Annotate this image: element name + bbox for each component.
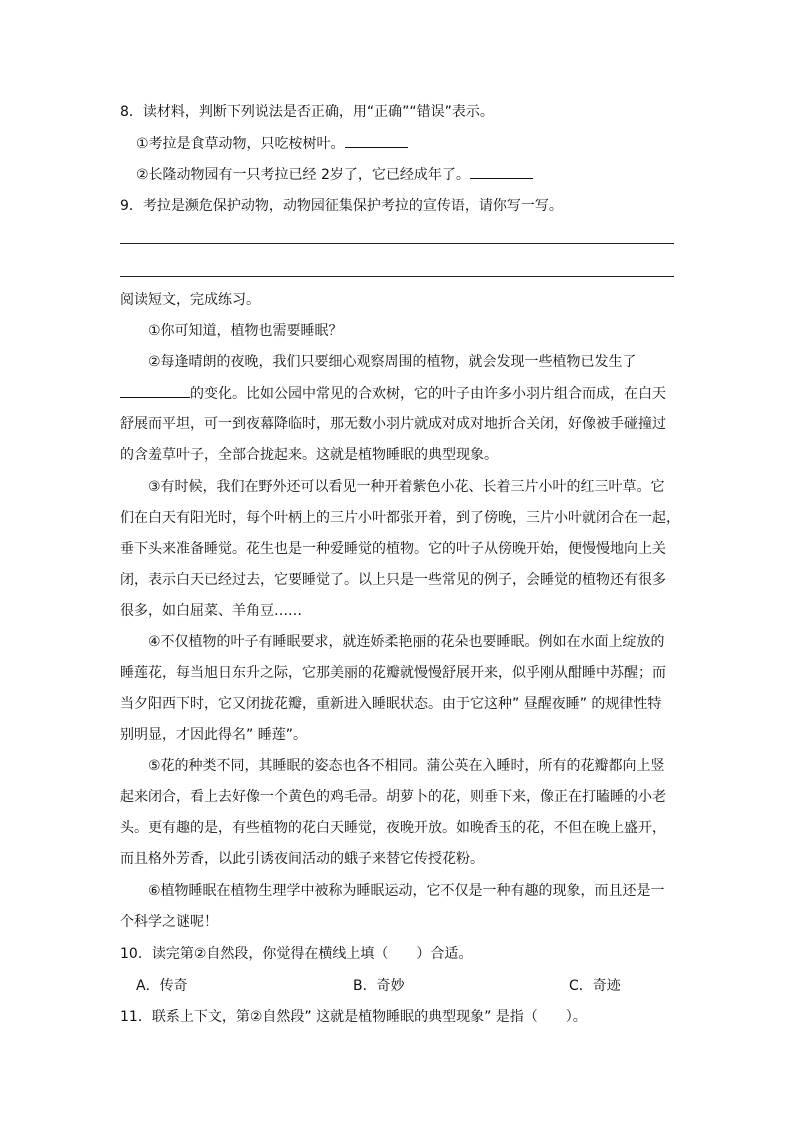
q10-stem: 10．读完第②自然段，你觉得在横线上填（ ）合适。: [120, 946, 473, 962]
paragraph-5-line: 而且格外芳香，以此引诱夜间活动的蛾子来替它传授花粉。: [120, 851, 484, 867]
paragraph-2-line: [120, 383, 666, 404]
q8-answer-blank-2[interactable]: [470, 164, 533, 179]
q8-statement-2: [136, 164, 533, 185]
paragraph-3-line: 们在白天有阳光时，每个叶柄上的三片小叶都张开着，到了傍晚，三片小叶就闭合在一起，: [120, 510, 680, 526]
paragraph-2-line: ②每逢晴朗的夜晚，我们只要细心观察周围的植物，就会发现一些植物已发生了: [148, 354, 637, 370]
q8-statement-2-text: ②长隆动物园有一只考拉已经 2岁了，它已经成年了。: [136, 167, 470, 183]
paragraph-6-line: 个科学之谜呢！: [120, 914, 218, 930]
q10-option-a[interactable]: A．传奇: [136, 978, 188, 994]
q10-option-b[interactable]: B．奇妙: [353, 978, 405, 994]
paragraph-2-line: 的含羞草叶子，全部合拢起来。这就是植物睡眠的典型现象。: [120, 447, 498, 463]
paragraph-5-line: 头。更有趣的是，有些植物的花白天睡觉，夜晚开放。如晚香玉的花，不但在晚上盛开，: [120, 820, 666, 836]
q11-stem: 11．联系上下文，第②自然段” 这就是植物睡眠的典型现象” 是指（ ）。: [120, 1009, 587, 1025]
q9-stem: 9．考拉是濒危保护动物，动物园征集保护考拉的宣传语，请你写一写。: [120, 198, 563, 214]
paragraph-5-line: 起来闭合，看上去好像一个黄色的鸡毛帚。胡萝卜的花，则垂下来，像正在打瞌睡的小老: [120, 789, 666, 805]
q8-stem: 8．读材料，判断下列说法是否正确，用“正确”“错误”表示。: [120, 104, 494, 120]
paragraph-6-line: ⑥植物睡眠在植物生理学中被称为睡眠运动，它不仅是一种有趣的现象，而且还是一: [148, 883, 665, 899]
q8-statement-1: [136, 133, 408, 154]
reading-instruction: 阅读短文，完成练习。: [120, 292, 260, 308]
paragraph-2-line: 舒展而平坦，可一到夜幕降临时，那无数小羽片就成对成对地折合关闭，好像被手碰撞过: [120, 416, 666, 432]
paragraph-2-line-text: 的变化。比如公园中常见的合欢树，它的叶子由许多小羽片组合而成，在白天: [190, 386, 666, 402]
paragraph-4-line: ④不仅植物的叶子有睡眠要求，就连娇柔艳丽的花朵也要睡眠。例如在水面上绽放的: [148, 634, 665, 650]
paragraph-4-line: 睡莲花，每当旭日东升之际，它那美丽的花瓣就慢慢舒展开来，似乎刚从酣睡中苏醒；而: [120, 665, 666, 681]
paragraph-1: ①你可知道，植物也需要睡眠？: [148, 323, 343, 339]
paragraph-3-line: 闭，表示白天已经过去，它要睡觉了。以上只是一些常见的例子，会睡觉的植物还有很多: [120, 572, 666, 588]
paragraph-4-line: 当夕阳西下时，它又闭拢花瓣，重新进入睡眠状态。由于它这种” 昼醒夜睡” 的规律性特: [120, 696, 662, 712]
paragraph-4-line: 别明显，才因此得名” 睡莲”。: [120, 727, 307, 743]
q8-statement-1-text: ①考拉是食草动物，只吃桉树叶。: [136, 136, 345, 152]
q9-answer-line-1[interactable]: [120, 243, 674, 244]
paragraph-3-line: 垂下头来准备睡觉。花生也是一种爱睡觉的植物。它的叶子从傍晚开始，便慢慢地向上关: [120, 541, 666, 557]
paragraph-3-line: 很多，如白屈菜、羊角豆……: [120, 603, 302, 619]
q10-option-c[interactable]: C．奇迹: [569, 978, 621, 994]
q9-answer-line-2[interactable]: [120, 276, 674, 277]
paragraph-5-line: ⑤花的种类不同，其睡眠的姿态也各不相同。蒲公英在入睡时，所有的花瓣都向上竖: [148, 758, 665, 774]
passage-fill-blank[interactable]: [120, 383, 190, 398]
q8-answer-blank-1[interactable]: [345, 133, 408, 148]
paragraph-3-line: ③有时候，我们在野外还可以看见一种开着紫色小花、长着三片小叶的红三叶草。它: [148, 479, 665, 495]
